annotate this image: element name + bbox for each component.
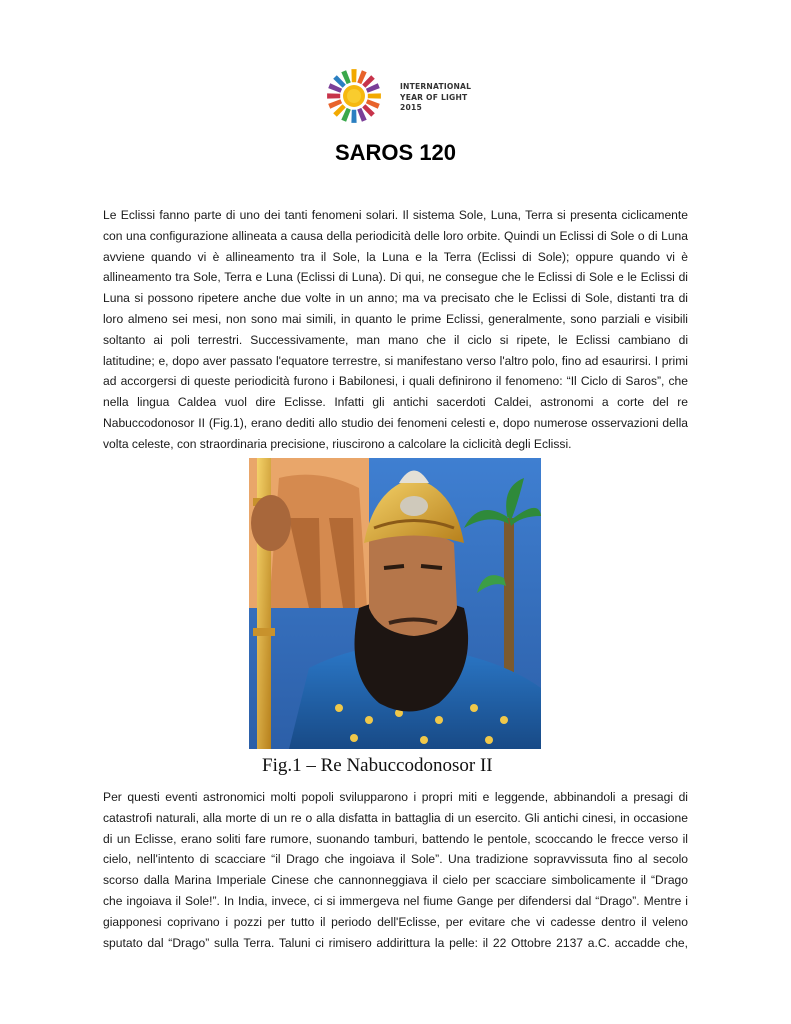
sun-ray	[368, 93, 381, 98]
text-line: allineamento tra Sole, Terra e Luna (Eclissi di Luna). Di qui, ne consegue che le Eclissi di Sole e le Eclissi di	[103, 270, 688, 285]
figure-nabuccodonosor-image	[249, 458, 541, 749]
text-line: Nabuccodonosor II (Fig.1), erano dediti allo studio dei fenomeni celesti e, dopo numerose osservazioni della	[103, 415, 688, 430]
paragraph-1	[103, 205, 688, 455]
sun-logo-icon	[318, 66, 398, 124]
text-line: volta celeste, con straordinaria precisione, riuscirono a calcolare la ciclicità degli Eclissi.	[103, 436, 572, 451]
text-line: latitudine; e, dopo aver passato l'equatore terrestre, si manifestano verso l'altro polo, fino ad esaurirsi. I primi	[103, 353, 688, 368]
text-line: avviene quando vi è allineamento tra il Sole, la Luna e la Terra (Eclissi di Sole); oppure quando vi è	[103, 249, 688, 264]
text-line: loro almeno sei mesi, non sono mai simili, in quanto le prime Eclissi, generalmente, sono parziali e visibili	[103, 311, 688, 326]
figure-caption: Fig.1 – Re Nabuccodonosor II	[262, 755, 493, 776]
text-line: Per questi eventi astronomici molti popoli svilupparono i propri miti e leggende, abbinandoli a presagi di	[103, 790, 688, 804]
logo-line-1: INTERNATIONAL	[400, 82, 472, 91]
text-line: con una configurazione allineata a causa della periodicità delle loro orbite. Quindi un Eclissi di Sole o di Luna	[103, 228, 688, 243]
text-line: cielo, nell'intento di scacciare “il Drago che ingoiava il Sole”. Una tradizione sopravvissuta fino al secolo	[103, 852, 688, 867]
sun-ray	[327, 93, 340, 98]
text-line: nella lingua Caldea vuol dire Eclisse. Infatti gli antichi sacerdoti Caldei, astronomi a corte del re	[103, 395, 688, 410]
sun-ray	[351, 110, 356, 123]
text-line: sputato dal “Drago” sulla Terra. Taluni ci rimisero addirittura la pelle: il 22 Ottobre 2137 a.C. accadde che,	[103, 935, 688, 950]
text-line: soltanto ai poli terrestri. Successivamente, man mano che il ciclo si ripete, le Eclissi cambiano di	[103, 332, 688, 347]
iyl-2015-logo	[318, 66, 478, 124]
sun-ray	[351, 69, 356, 82]
paragraph-2	[103, 787, 688, 953]
text-line: giapponesi coprivano i pozzi per tutto il periodo dell'Eclisse, per evitare che vi cadesse dentro il veleno	[103, 914, 688, 929]
text-line: Le Eclissi fanno parte di uno dei tanti fenomeni solari. Il sistema Sole, Luna, Terra si presenta ciclicamente	[103, 208, 688, 222]
text-line: catastrofi naturali, alla morte di un re o alla disfatta in battaglia di un esercito. Gli antichi cinesi, in occasione	[103, 810, 688, 825]
text-line: Luna si possono ripetere anche due volte in un anno; ma va precisato che le Eclissi di Sole, distanti tra di	[103, 291, 688, 306]
text-line: che ingoiava il Sole!”. In India, invece, ci si immergeva nel fiume Gange per difendersi dal “Drago”. Mentre i	[103, 893, 688, 908]
logo-line-3: 2015	[400, 103, 422, 112]
page-title: SAROS 120	[334, 140, 457, 165]
logo-line-2: YEAR OF LIGHT	[400, 92, 468, 102]
text-line: di un Eclisse, erano soliti fare rumore, suonando tamburi, battendo le pentole, scoccando le frecce verso il	[103, 831, 688, 846]
logo-text	[400, 82, 471, 114]
text-line: scorso dalla Marina Imperiale Cinese che cannonneggiava il cielo per scacciare simbolicamente il “Drago	[103, 873, 688, 888]
text-line: ad accorgersi di queste periodicità furono i Babilonesi, i quali definirono il fenomeno: “Il Ciclo di Saros”, che	[103, 374, 688, 389]
